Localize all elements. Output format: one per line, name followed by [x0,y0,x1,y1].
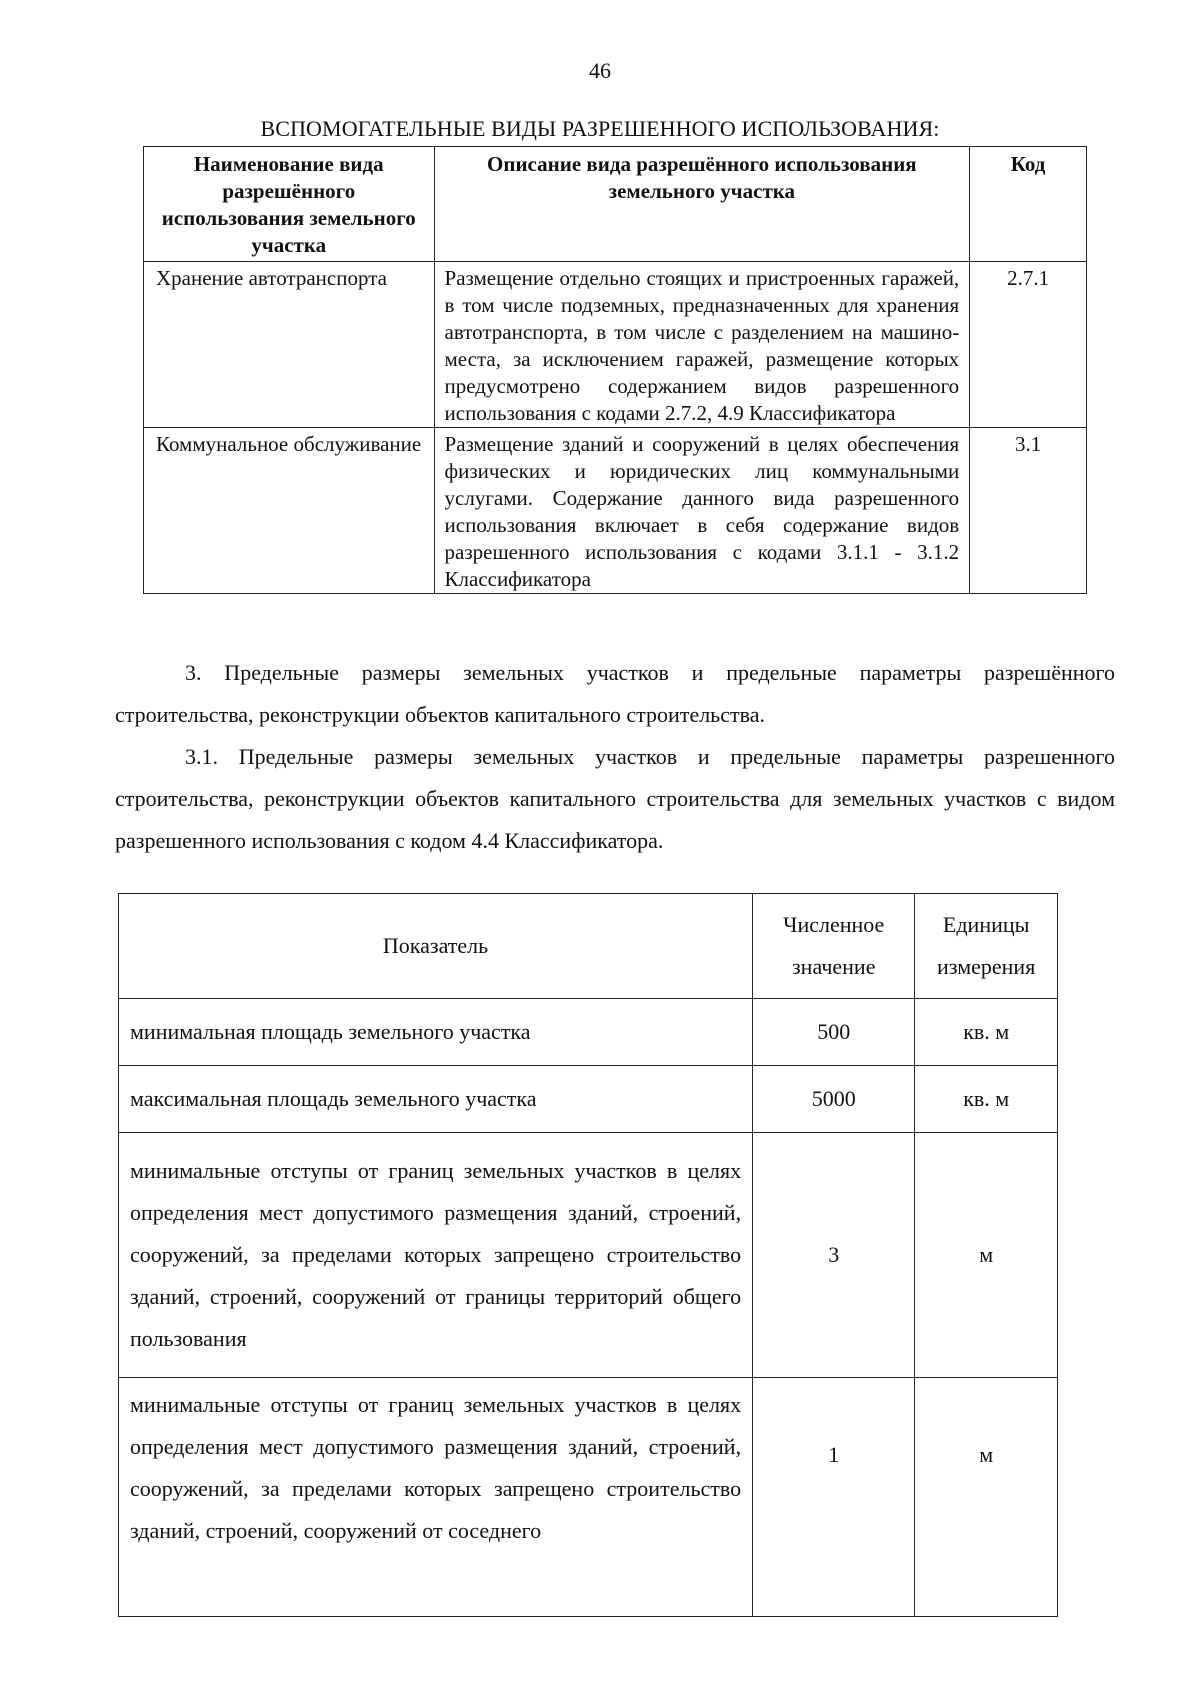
auxiliary-uses-table [143,146,1087,594]
table-row [144,428,1087,594]
indicator-unit: кв. м [915,999,1058,1066]
paragraph-3: 3. Предельные размеры земельных участков и предельные параметры разрешённого строительства, реконструкции объектов капитального строительства. [115,660,1115,727]
use-name: Коммунальное обслуживание [144,428,435,594]
indicator-unit: кв. м [915,1066,1058,1133]
table-header-row [144,147,1087,262]
use-description: Размещение отдельно стоящих и пристроенных гаражей, в том числе подземных, предназначенных для хранения автотранспорта, в том числе с разделением на машино-места, за исключением гаражей, размещение которых предусмотрено содержанием видов разрешенного использования с кодами 2.7.2, 4.9 Классификатора [434,262,970,428]
indicator-text: минимальные отступы от границ земельных участков в целях определения мест допустимого размещения зданий, строений, сооружений, за пределами которых запрещено строительство зданий, строений, сооружений от границы территорий общего пользования [119,1133,753,1378]
use-code: 2.7.1 [970,262,1087,428]
table-row [119,1378,1058,1617]
header-unit: Единицы измерения [915,894,1058,999]
table-row [119,1133,1058,1378]
parameters-table [118,893,1058,1617]
indicator-value: 3 [753,1133,915,1378]
indicator-unit: м [915,1378,1058,1617]
table-row [144,262,1087,428]
table-row [119,1066,1058,1133]
use-code: 3.1 [970,428,1087,594]
indicator-text: минимальные отступы от границ земельных участков в целях определения мест допустимого размещения зданий, строений, сооружений, за пределами которых запрещено строительство зданий, строений, сооружений от соседнего [119,1378,753,1617]
use-description: Размещение зданий и сооружений в целях обеспечения физических и юридических лиц коммунальными услугами. Содержание данного вида разрешенного использования включает в себя содержание видов разрешенного использования с кодами 3.1.1 - 3.1.2 Классификатора [434,428,970,594]
header-code: Код [970,147,1087,262]
use-name: Хранение автотранспорта [144,262,435,428]
header-value: Численное значение [753,894,915,999]
header-use-description: Описание вида разрешённого использования земельного участка [434,147,970,262]
indicator-value: 5000 [753,1066,915,1133]
header-indicator: Показатель [119,894,753,999]
table-header-row [119,894,1058,999]
paragraph-3-1: 3.1. Предельные размеры земельных участков и предельные параметры разрешенного строительства, реконструкции объектов капитального строительства для земельных участков с видом разрешенного использования с кодом 4.4 Классификатора. [115,744,1115,853]
indicator-unit: м [915,1133,1058,1378]
indicator-value: 500 [753,999,915,1066]
page-number: 46 [589,58,611,83]
table-row [119,999,1058,1066]
indicator-text: максимальная площадь земельного участка [119,1066,753,1133]
header-use-name: Наименование вида разрешённого использования земельного участка [144,147,435,262]
indicator-text: минимальная площадь земельного участка [119,999,753,1066]
indicator-value: 1 [753,1378,915,1617]
section-title: ВСПОМОГАТЕЛЬНЫЕ ВИДЫ РАЗРЕШЕННОГО ИСПОЛЬЗОВАНИЯ: [260,116,940,141]
